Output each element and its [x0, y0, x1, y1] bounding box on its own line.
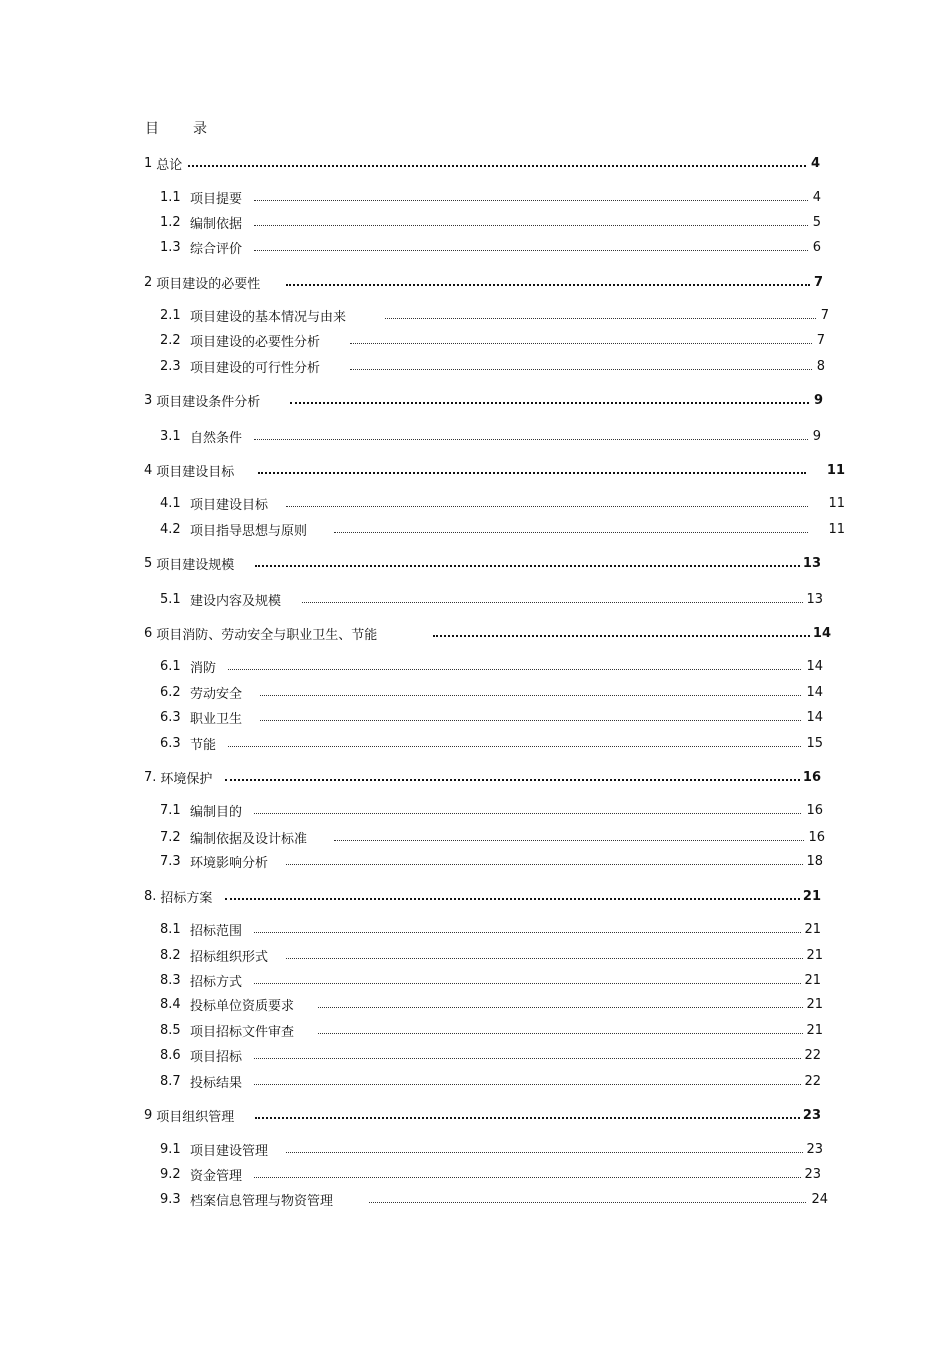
- toc-entry-section[interactable]: [160, 1072, 821, 1090]
- toc-dot-leader: [318, 1007, 803, 1008]
- toc-entry-section[interactable]: [160, 1190, 828, 1208]
- toc-dot-leader: [254, 225, 808, 226]
- toc-entry-number: 1.1: [160, 189, 181, 205]
- toc-dot-leader: [350, 369, 812, 370]
- toc-entry-label: 自然条件: [190, 430, 243, 446]
- toc-dot-leader: [254, 983, 801, 984]
- toc-page-number: 16: [802, 769, 821, 785]
- toc-dot-leader: [188, 165, 806, 167]
- toc-entry-number: 8.1: [160, 921, 181, 937]
- toc-dot-leader: [286, 1152, 803, 1153]
- toc-entry-label: 投标单位资质要求: [190, 998, 295, 1014]
- toc-entry-label: 编制依据及设计标准: [190, 831, 308, 847]
- toc-entry-chapter[interactable]: [144, 624, 831, 642]
- toc-entry-chapter[interactable]: [144, 1106, 821, 1124]
- toc-dot-leader: [286, 506, 808, 507]
- toc-page-number: 21: [806, 1022, 823, 1038]
- toc-entry-label: 环境影响分析: [190, 855, 269, 871]
- toc-entry-section[interactable]: [160, 683, 823, 701]
- toc-entry-label: 综合评价: [190, 241, 243, 257]
- toc-dot-leader: [254, 813, 801, 814]
- toc-page-number: 22: [804, 1073, 821, 1089]
- toc-entry-label: 项目建设条件分析: [156, 394, 261, 410]
- toc-page-number: 11: [826, 462, 845, 478]
- toc-title: [145, 118, 207, 138]
- toc-entry-section[interactable]: [160, 995, 823, 1013]
- toc-page-number: 9: [813, 392, 823, 408]
- toc-dot-leader: [258, 472, 806, 474]
- toc-page-number: 21: [804, 972, 821, 988]
- toc-entry-number: 6.2: [160, 684, 181, 700]
- toc-page-number: 21: [802, 888, 821, 904]
- toc-entry-label: 项目建设目标: [190, 497, 269, 513]
- toc-dot-leader: [334, 532, 808, 533]
- toc-page-number: 6: [812, 239, 821, 255]
- toc-entry-number: 6.1: [160, 658, 181, 674]
- toc-entry-number: 6.3: [160, 709, 181, 725]
- toc-entry-number: 4.1: [160, 495, 181, 511]
- toc-entry-section[interactable]: [160, 238, 821, 256]
- toc-entry-section[interactable]: [160, 920, 821, 938]
- toc-dot-leader: [228, 669, 801, 670]
- toc-entry-number: 2.3: [160, 358, 181, 374]
- toc-dot-leader: [254, 932, 801, 933]
- toc-page-number: 21: [806, 996, 823, 1012]
- toc-dot-leader: [318, 1033, 803, 1034]
- toc-entry-number: 8.3: [160, 972, 181, 988]
- toc-entry-number: 7.2: [160, 829, 181, 845]
- toc-page-number: 16: [806, 802, 823, 818]
- toc-page-number: 24: [811, 1191, 828, 1207]
- toc-dot-leader: [254, 250, 808, 251]
- toc-entry-section[interactable]: [160, 971, 821, 989]
- toc-dot-leader: [254, 1058, 801, 1059]
- toc-entry-section[interactable]: [160, 520, 845, 538]
- toc-entry-label: 招标组织形式: [190, 949, 269, 965]
- toc-entry-label: 项目建设的基本情况与由来: [190, 309, 347, 325]
- toc-page-number: 8: [816, 358, 825, 374]
- toc-entry-number: 2: [144, 274, 153, 290]
- toc-entry-label: 总论: [156, 157, 183, 173]
- toc-page-number: 5: [812, 214, 821, 230]
- toc-dot-leader: [290, 402, 809, 404]
- toc-entry-number: 9.2: [160, 1166, 181, 1182]
- toc-entry-section[interactable]: [160, 657, 823, 675]
- toc-dot-leader: [228, 746, 801, 747]
- toc-page-number: 7: [820, 307, 829, 323]
- toc-dot-leader: [385, 318, 816, 319]
- toc-page-number: 7: [813, 274, 823, 290]
- toc-page-number: 21: [804, 921, 821, 937]
- toc-page-number: 9: [812, 428, 821, 444]
- toc-entry-chapter[interactable]: [144, 391, 823, 409]
- toc-entry-label: 投标结果: [190, 1075, 243, 1091]
- toc-page-number: 23: [806, 1141, 823, 1157]
- toc-entry-number: 8.5: [160, 1022, 181, 1038]
- toc-entry-number: 6.3: [160, 735, 181, 751]
- toc-entry-label: 项目消防、劳动安全与职业卫生、节能: [156, 627, 378, 643]
- toc-title-part1: 目: [145, 121, 159, 137]
- toc-entry-chapter[interactable]: [144, 768, 821, 786]
- toc-dot-leader: [260, 720, 801, 721]
- toc-page-number: 22: [804, 1047, 821, 1063]
- toc-page-number: 4: [812, 189, 821, 205]
- toc-dot-leader: [254, 1084, 801, 1085]
- toc-entry-section[interactable]: [160, 1165, 821, 1183]
- toc-entry-number: 8.2: [160, 947, 181, 963]
- toc-page-number: 15: [806, 735, 823, 751]
- toc-entry-label: 项目建设的必要性: [156, 276, 261, 292]
- toc-entry-label: 项目建设管理: [190, 1143, 269, 1159]
- toc-page-number: 14: [806, 709, 823, 725]
- toc-page-number: 13: [802, 555, 821, 571]
- toc-entry-label: 节能: [190, 737, 217, 753]
- toc-dot-leader: [255, 1117, 800, 1119]
- toc-entry-label: 招标方式: [190, 974, 243, 990]
- toc-entry-label: 项目组织管理: [156, 1109, 235, 1125]
- toc-dot-leader: [433, 635, 810, 637]
- toc-page-number: 14: [806, 658, 823, 674]
- toc-dot-leader: [369, 1202, 806, 1203]
- toc-page-number: 11: [828, 521, 845, 537]
- toc-entry-number: 1.3: [160, 239, 181, 255]
- toc-entry-chapter[interactable]: [144, 554, 821, 572]
- toc-dot-leader: [254, 200, 808, 201]
- toc-entry-section[interactable]: [160, 708, 823, 726]
- toc-entry-number: 7.1: [160, 802, 181, 818]
- toc-entry-number: 4: [144, 462, 153, 478]
- toc-entry-section[interactable]: [160, 590, 823, 608]
- toc-page-number: 18: [806, 853, 823, 869]
- toc-entry-number: 2.2: [160, 332, 181, 348]
- toc-page-number: 13: [806, 591, 823, 607]
- toc-dot-leader: [334, 840, 804, 841]
- toc-page-number: 4: [810, 155, 820, 171]
- toc-entry-label: 项目招标文件审查: [190, 1024, 295, 1040]
- toc-entry-label: 劳动安全: [190, 686, 243, 702]
- toc-entry-label: 职业卫生: [190, 711, 243, 727]
- toc-dot-leader: [286, 958, 803, 959]
- toc-entry-section[interactable]: [160, 828, 825, 846]
- toc-entry-number: 1: [144, 155, 153, 171]
- toc-entry-section[interactable]: [160, 306, 829, 324]
- toc-entry-label: 项目提要: [190, 191, 243, 207]
- toc-entry-label: 项目建设的必要性分析: [190, 334, 321, 350]
- toc-page-number: 16: [808, 829, 825, 845]
- toc-entry-label: 招标范围: [190, 923, 243, 939]
- toc-title-part2: 录: [193, 121, 207, 137]
- toc-entry-section[interactable]: [160, 331, 825, 349]
- toc-entry-chapter[interactable]: [144, 154, 820, 172]
- toc-entry-number: 8.4: [160, 996, 181, 1012]
- toc-entry-number: 9.1: [160, 1141, 181, 1157]
- toc-dot-leader: [350, 343, 812, 344]
- toc-dot-leader: [286, 864, 803, 865]
- toc-entry-section[interactable]: [160, 494, 845, 512]
- toc-dot-leader: [225, 779, 800, 781]
- toc-dot-leader: [254, 1177, 801, 1178]
- toc-entry-label: 招标方案: [160, 890, 213, 906]
- toc-entry-number: 5.1: [160, 591, 181, 607]
- toc-entry-number: 9.3: [160, 1191, 181, 1207]
- toc-page-number: 21: [806, 947, 823, 963]
- toc-dot-leader: [302, 602, 803, 603]
- toc-dot-leader: [255, 565, 800, 567]
- toc-entry-section[interactable]: [160, 1021, 823, 1039]
- toc-entry-number: 1.2: [160, 214, 181, 230]
- toc-entry-section[interactable]: [160, 734, 823, 752]
- toc-entry-label: 项目建设的可行性分析: [190, 360, 321, 376]
- toc-entry-section[interactable]: [160, 1140, 823, 1158]
- toc-entry-number: 8.6: [160, 1047, 181, 1063]
- toc-entry-label: 项目指导思想与原则: [190, 523, 308, 539]
- toc-entry-label: 项目招标: [190, 1049, 243, 1065]
- toc-page-number: 7: [816, 332, 825, 348]
- toc-entry-number: 4.2: [160, 521, 181, 537]
- toc-entry-label: 编制目的: [190, 804, 243, 820]
- toc-dot-leader: [260, 695, 801, 696]
- toc-entry-number: 8.: [144, 888, 157, 904]
- toc-entry-label: 建设内容及规模: [190, 593, 282, 609]
- toc-entry-section[interactable]: [160, 946, 823, 964]
- toc-page-number: 23: [802, 1107, 821, 1123]
- toc-page-number: 14: [812, 625, 831, 641]
- toc-entry-label: 消防: [190, 660, 217, 676]
- toc-entry-chapter[interactable]: [144, 887, 821, 905]
- toc-entry-number: 3.1: [160, 428, 181, 444]
- toc-entry-section[interactable]: [160, 1046, 821, 1064]
- toc-entry-chapter[interactable]: [144, 461, 845, 479]
- toc-entry-number: 7.: [144, 769, 157, 785]
- toc-entry-chapter[interactable]: [144, 273, 823, 291]
- toc-entry-section[interactable]: [160, 427, 821, 445]
- toc-entry-section[interactable]: [160, 852, 823, 870]
- toc-entry-number: 9: [144, 1107, 153, 1123]
- toc-entry-number: 8.7: [160, 1073, 181, 1089]
- toc-entry-label: 编制依据: [190, 216, 243, 232]
- toc-entry-label: 资金管理: [190, 1168, 243, 1184]
- toc-entry-label: 环境保护: [160, 771, 213, 787]
- toc-entry-number: 2.1: [160, 307, 181, 323]
- toc-entry-label: 项目建设目标: [156, 464, 235, 480]
- toc-entry-label: 档案信息管理与物资管理: [190, 1193, 334, 1209]
- toc-entry-number: 7.3: [160, 853, 181, 869]
- toc-dot-leader: [225, 898, 800, 900]
- toc-dot-leader: [286, 284, 810, 286]
- toc-entry-number: 3: [144, 392, 153, 408]
- toc-entry-number: 5: [144, 555, 153, 571]
- toc-page-number: 23: [804, 1166, 821, 1182]
- toc-entry-label: 项目建设规模: [156, 557, 235, 573]
- toc-entry-number: 6: [144, 625, 153, 641]
- toc-entry-section[interactable]: [160, 188, 821, 206]
- toc-page-number: 11: [828, 495, 845, 511]
- toc-dot-leader: [254, 439, 808, 440]
- toc-entry-section[interactable]: [160, 357, 825, 375]
- toc-page-number: 14: [806, 684, 823, 700]
- toc-entry-section[interactable]: [160, 801, 823, 819]
- toc-entry-section[interactable]: [160, 213, 821, 231]
